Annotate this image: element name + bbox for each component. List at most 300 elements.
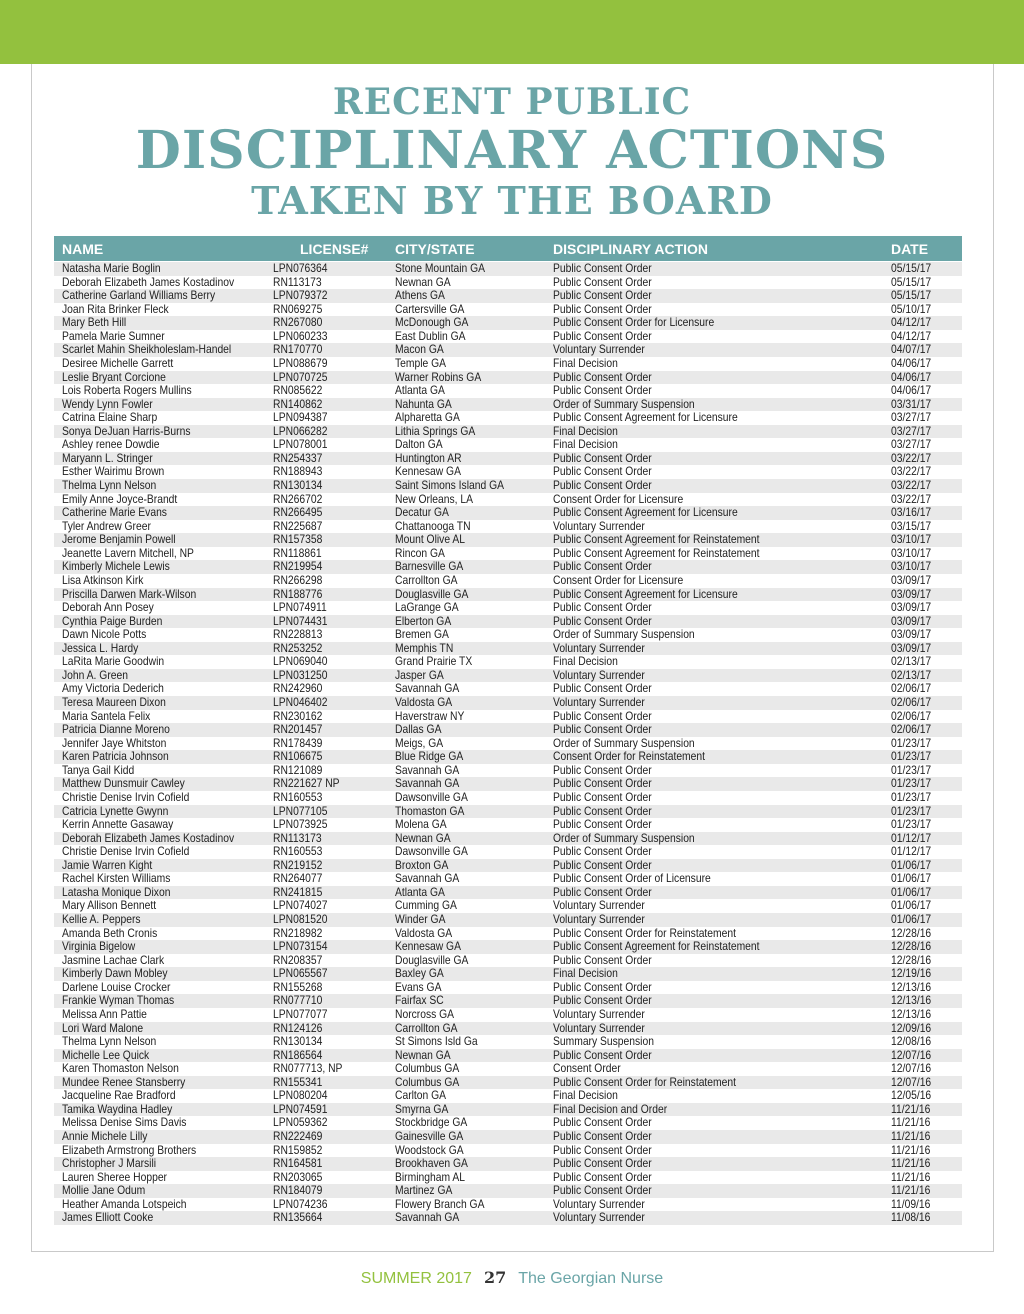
footer-season: SUMMER 2017 (360, 1270, 472, 1287)
table-row (54, 994, 962, 1008)
cell-city-state: Huntington AR (395, 450, 462, 465)
cell-name: Darlene Louise Crocker (62, 979, 171, 994)
cell-date: 03/22/17 (891, 491, 932, 506)
cell-name: Lori Ward Malone (62, 1020, 144, 1035)
cell-license: RN241815 (273, 884, 323, 899)
cell-date: 04/12/17 (891, 328, 932, 343)
cell-date: 03/27/17 (891, 410, 932, 425)
cell-date: 01/23/17 (891, 749, 932, 764)
table-row (54, 398, 962, 412)
cell-date: 04/07/17 (891, 342, 932, 357)
cell-disciplinary-action: Order of Summary Suspension (553, 396, 695, 411)
cell-city-state: Newnan GA (395, 830, 451, 845)
cell-city-state: Norcross GA (395, 1006, 455, 1021)
cell-name: Dawn Nicole Potts (62, 627, 147, 642)
cell-license: RN218982 (273, 925, 323, 940)
cell-license: LPN065567 (273, 966, 328, 981)
cell-name: Rachel Kirsten Williams (62, 871, 171, 886)
cell-disciplinary-action: Public Consent Order (553, 450, 652, 465)
cell-license: RN121089 (273, 762, 323, 777)
cell-name: Catrina Elaine Sharp (62, 410, 158, 425)
table-row (54, 560, 962, 574)
cell-license: LPN076364 (273, 261, 328, 275)
cell-disciplinary-action: Public Consent Order (553, 993, 652, 1008)
cell-city-state: Fairfax SC (395, 993, 444, 1008)
table-header (54, 236, 962, 261)
table-row (54, 927, 962, 941)
cell-name: Joan Rita Brinker Fleck (62, 301, 169, 316)
cell-city-state: Athens GA (395, 288, 445, 303)
cell-disciplinary-action: Voluntary Surrender (553, 695, 645, 709)
cell-license: LPN059362 (273, 1115, 328, 1130)
cell-name: LaRita Marie Goodwin (62, 654, 165, 669)
table-row (54, 791, 962, 805)
cell-disciplinary-action: Public Consent Order (553, 1156, 652, 1171)
cell-license: RN159852 (273, 1142, 323, 1157)
cell-date: 12/13/16 (891, 1006, 932, 1021)
cell-disciplinary-action: Public Consent Order (553, 478, 652, 492)
cell-date: 03/22/17 (891, 464, 932, 479)
cell-date: 03/27/17 (891, 423, 932, 438)
cell-license: RN266702 (273, 491, 323, 506)
cell-name: Amy Victoria Dederich (62, 681, 164, 696)
cell-date: 11/21/16 (891, 1142, 931, 1157)
cell-name: James Elliott Cooke (62, 1210, 154, 1225)
cell-license: RN186564 (273, 1047, 323, 1062)
table-row (54, 1171, 962, 1185)
cell-disciplinary-action: Order of Summary Suspension (553, 735, 695, 750)
cell-date: 03/15/17 (891, 518, 932, 533)
cell-license: RN266298 (273, 572, 323, 587)
cell-date: 03/09/17 (891, 640, 932, 655)
cell-date: 04/06/17 (891, 355, 932, 370)
table-row (54, 1022, 962, 1036)
cell-name: Jerome Benjamin Powell (62, 532, 176, 547)
cell-city-state: Dawsonville GA (395, 789, 468, 804)
cell-city-state: Bremen GA (395, 627, 449, 642)
cell-license: LPN066282 (273, 423, 328, 438)
heading-line-1: RECENT PUBLIC (332, 81, 692, 123)
cell-license: LPN046402 (273, 695, 328, 709)
cell-name: Christopher J Marsili (62, 1156, 157, 1171)
cell-name: Catricia Lynette Gwynn (62, 803, 169, 818)
cell-date: 03/10/17 (891, 532, 932, 547)
cell-city-state: Carrollton GA (395, 1020, 458, 1035)
cell-city-state: Winder GA (395, 912, 446, 926)
table-row (54, 588, 962, 602)
table-row (54, 1062, 962, 1076)
cell-disciplinary-action: Consent Order for Reinstatement (553, 749, 706, 764)
cell-city-state: Dalton GA (395, 437, 443, 452)
cell-name: Jasmine Lachae Clark (62, 952, 165, 967)
cell-name: Sonya DeJuan Harris-Burns (62, 423, 191, 438)
cell-date: 05/15/17 (891, 261, 932, 275)
table-row (54, 371, 962, 385)
cell-date: 12/07/16 (891, 1074, 932, 1089)
cell-name: Kellie A. Peppers (62, 912, 141, 926)
cell-name: Ashley renee Dowdie (62, 437, 160, 452)
cell-date: 12/28/16 (891, 952, 932, 967)
table-row (54, 493, 962, 507)
cell-disciplinary-action: Public Consent Order (553, 952, 652, 967)
cell-disciplinary-action: Voluntary Surrender (553, 1006, 645, 1021)
cell-city-state: Broxton GA (395, 857, 449, 872)
cell-date: 01/23/17 (891, 735, 932, 750)
cell-city-state: Stockbridge GA (395, 1115, 468, 1130)
cell-license: RN230162 (273, 708, 323, 723)
table-row (54, 547, 962, 561)
cell-date: 05/15/17 (891, 274, 932, 289)
cell-city-state: Barnesville GA (395, 559, 464, 574)
cell-date: 12/19/16 (891, 966, 932, 981)
cell-license: LPN069040 (273, 654, 328, 669)
cell-date: 03/22/17 (891, 450, 932, 465)
cell-city-state: Savannah GA (395, 681, 460, 696)
cell-name: Thelma Lynn Nelson (62, 478, 157, 492)
cell-date: 12/13/16 (891, 993, 932, 1008)
cell-disciplinary-action: Voluntary Surrender (553, 1196, 645, 1211)
cell-license: RN201457 (273, 722, 323, 737)
cell-name: Elizabeth Armstrong Brothers (62, 1142, 197, 1157)
cell-name: Mary Allison Bennett (62, 898, 157, 913)
cell-city-state: Atlanta GA (395, 884, 445, 899)
cell-disciplinary-action: Public Consent Order (553, 1183, 652, 1198)
cell-disciplinary-action: Public Consent Order (553, 1129, 652, 1143)
cell-date: 12/28/16 (891, 939, 932, 954)
table-row (54, 533, 962, 547)
header-disciplinary-action: DISCIPLINARY ACTION (553, 241, 709, 257)
table-row (54, 452, 962, 466)
table-row (54, 1089, 962, 1103)
cell-disciplinary-action: Public Consent Agreement for Reinstatement (553, 939, 760, 954)
cell-city-state: Dallas GA (395, 722, 442, 737)
cell-license: RN069275 (273, 301, 323, 316)
table-row (54, 343, 962, 357)
table-row (54, 750, 962, 764)
table-row (54, 859, 962, 873)
cell-date: 02/06/17 (891, 681, 932, 696)
cell-name: Wendy Lynn Fowler (62, 396, 153, 411)
cell-license: RN253252 (273, 640, 323, 655)
cell-city-state: Columbus GA (395, 1061, 460, 1076)
cell-name: Lauren Sheree Hopper (62, 1169, 168, 1184)
cell-disciplinary-action: Public Consent Order (553, 1115, 652, 1130)
cell-date: 02/13/17 (891, 654, 932, 669)
cell-license: LPN079372 (273, 288, 328, 303)
cell-license: LPN077105 (273, 803, 328, 818)
heading-line-2: DISCIPLINARY ACTIONS (135, 120, 889, 181)
cell-name: Heather Amanda Lotspeich (62, 1196, 187, 1211)
cell-disciplinary-action: Consent Order for Licensure (553, 572, 684, 587)
cell-disciplinary-action: Public Consent Order (553, 328, 652, 343)
cell-disciplinary-action: Public Consent Order (553, 274, 652, 289)
cell-disciplinary-action: Public Consent Order (553, 844, 652, 859)
cell-license: LPN073154 (273, 939, 328, 954)
cell-name: Deborah Elizabeth James Kostadinov (62, 274, 235, 289)
cell-date: 11/21/16 (891, 1156, 931, 1171)
cell-disciplinary-action: Final Decision (553, 654, 618, 669)
cell-city-state: Valdosta GA (395, 695, 453, 709)
cell-name: Tanya Gail Kidd (62, 762, 135, 777)
cell-license: RN266495 (273, 505, 323, 520)
cell-name: Jamie Warren Kight (62, 857, 153, 872)
cell-date: 12/13/16 (891, 979, 932, 994)
table-row (54, 628, 962, 642)
cell-date: 01/23/17 (891, 817, 932, 832)
cell-name: Karen Thomaston Nelson (62, 1061, 179, 1076)
header-city-state: CITY/STATE (395, 241, 475, 257)
cell-city-state: McDonough GA (395, 315, 469, 330)
cell-date: 11/21/16 (891, 1115, 931, 1130)
cell-date: 01/06/17 (891, 884, 932, 899)
cell-city-state: Douglasville GA (395, 952, 469, 967)
cell-license: RN228813 (273, 627, 323, 642)
cell-name: Melissa Ann Pattie (62, 1006, 147, 1021)
cell-name: Jeanette Lavern Mitchell, NP (62, 545, 194, 560)
cell-date: 01/23/17 (891, 789, 932, 804)
cell-date: 12/07/16 (891, 1061, 932, 1076)
cell-city-state: New Orleans, LA (395, 491, 474, 506)
cell-city-state: Kennesaw GA (395, 939, 461, 954)
cell-city-state: LaGrange GA (395, 600, 459, 615)
cell-license: LPN088679 (273, 355, 328, 370)
cell-city-state: Jasper GA (395, 667, 444, 682)
cell-city-state: Smyrna GA (395, 1101, 449, 1116)
cell-name: Christie Denise Irvin Cofield (62, 844, 190, 859)
table-row (54, 479, 962, 493)
cell-name: Jacqueline Rae Bradford (62, 1088, 176, 1103)
table-row (54, 899, 962, 913)
table-row (54, 737, 962, 751)
cell-date: 11/21/16 (891, 1101, 931, 1116)
cell-disciplinary-action: Public Consent Order (553, 559, 652, 574)
cell-license: LPN074911 (273, 600, 327, 615)
cell-license: RN085622 (273, 383, 323, 398)
cell-date: 03/16/17 (891, 505, 932, 520)
cell-license: RN118861 (273, 545, 322, 560)
cell-disciplinary-action: Public Consent Order (553, 708, 652, 723)
cell-license: RN130134 (273, 1034, 323, 1049)
cell-date: 12/07/16 (891, 1047, 932, 1062)
table-row (54, 832, 962, 846)
table-row (54, 384, 962, 398)
cell-disciplinary-action: Voluntary Surrender (553, 342, 645, 357)
cell-license: LPN094387 (273, 410, 328, 425)
cell-license: LPN070725 (273, 369, 328, 384)
cell-date: 03/09/17 (891, 627, 932, 642)
cell-date: 11/21/16 (891, 1169, 931, 1184)
top-color-bar (0, 0, 1024, 64)
cell-license: RN164581 (273, 1156, 323, 1171)
cell-city-state: Meigs, GA (395, 735, 444, 750)
cell-date: 02/06/17 (891, 695, 932, 709)
table-row (54, 1144, 962, 1158)
cell-name: Jennifer Jaye Whitston (62, 735, 167, 750)
cell-city-state: Savannah GA (395, 1210, 460, 1225)
cell-license: RN219954 (273, 559, 323, 574)
cell-disciplinary-action: Voluntary Surrender (553, 640, 645, 655)
table-row (54, 967, 962, 981)
cell-disciplinary-action: Public Consent Order for Reinstatement (553, 925, 736, 940)
cell-date: 11/21/16 (891, 1183, 931, 1198)
cell-disciplinary-action: Public Consent Order (553, 722, 652, 737)
table-row (54, 330, 962, 344)
table-row (54, 981, 962, 995)
cell-city-state: Chattanooga TN (395, 518, 471, 533)
cell-disciplinary-action: Public Consent Order (553, 369, 652, 384)
table-row (54, 805, 962, 819)
cell-name: Leslie Bryant Corcione (62, 369, 166, 384)
table-row (54, 818, 962, 832)
cell-disciplinary-action: Public Consent Agreement for Licensure (553, 410, 738, 425)
header-date: DATE (891, 241, 929, 257)
cell-license: RN130134 (273, 478, 323, 492)
cell-license: RN124126 (273, 1020, 323, 1035)
cell-license: RN219152 (273, 857, 323, 872)
cell-city-state: Cartersville GA (395, 301, 465, 316)
cell-disciplinary-action: Order of Summary Suspension (553, 627, 695, 642)
table-row (54, 777, 962, 791)
cell-disciplinary-action: Public Consent Order of Licensure (553, 871, 711, 886)
cell-name: Latasha Monique Dixon (62, 884, 171, 899)
cell-disciplinary-action: Voluntary Surrender (553, 1020, 645, 1035)
cell-license: RN242960 (273, 681, 323, 696)
cell-city-state: Dawsonville GA (395, 844, 468, 859)
cell-disciplinary-action: Public Consent Order (553, 681, 652, 696)
cell-date: 12/09/16 (891, 1020, 932, 1035)
cell-city-state: Elberton GA (395, 613, 452, 628)
cell-date: 03/22/17 (891, 478, 932, 492)
cell-license: LPN073925 (273, 817, 328, 832)
cell-disciplinary-action: Consent Order for Licensure (553, 491, 684, 506)
cell-disciplinary-action: Public Consent Order (553, 383, 652, 398)
cell-license: RN077710 (273, 993, 323, 1008)
cell-disciplinary-action: Public Consent Order (553, 803, 652, 818)
cell-license: RN222469 (273, 1129, 323, 1143)
cell-name: Virginia Bigelow (62, 939, 136, 954)
cell-license: LPN077077 (273, 1006, 328, 1021)
cell-name: Mundee Renee Stansberry (62, 1074, 186, 1089)
table-row (54, 710, 962, 724)
cell-name: Mary Beth Hill (62, 315, 127, 330)
cell-name: Mollie Jane Odum (62, 1183, 146, 1198)
cell-license: RN184079 (273, 1183, 323, 1198)
cell-date: 12/05/16 (891, 1088, 932, 1103)
table-row (54, 438, 962, 452)
cell-city-state: Savannah GA (395, 871, 460, 886)
cell-name: Kerrin Annette Gasaway (62, 817, 174, 832)
table-row (54, 655, 962, 669)
cell-date: 11/09/16 (891, 1196, 931, 1211)
cell-name: Annie Michele Lilly (62, 1129, 148, 1143)
table-row (54, 411, 962, 425)
table-row (54, 642, 962, 656)
cell-name: Amanda Beth Cronis (62, 925, 158, 940)
cell-license: RN160553 (273, 789, 323, 804)
cell-disciplinary-action: Public Consent Order (553, 789, 652, 804)
cell-license: RN188776 (273, 586, 323, 601)
cell-city-state: Woodstock GA (395, 1142, 464, 1157)
cell-disciplinary-action: Public Consent Order (553, 979, 652, 994)
cell-city-state: Lithia Springs GA (395, 423, 476, 438)
page-footer (0, 1268, 1024, 1288)
cell-license: RN113173 (273, 274, 322, 289)
table-row (54, 913, 962, 927)
cell-disciplinary-action: Public Consent Order (553, 776, 652, 791)
cell-name: Priscilla Darwen Mark-Wilson (62, 586, 197, 601)
cell-city-state: Martinez GA (395, 1183, 453, 1198)
cell-name: Emily Anne Joyce-Brandt (62, 491, 178, 506)
cell-date: 03/31/17 (891, 396, 932, 411)
cell-date: 05/15/17 (891, 288, 932, 303)
cell-name: Kimberly Dawn Mobley (62, 966, 168, 981)
table-row (54, 696, 962, 710)
cell-name: Michelle Lee Quick (62, 1047, 150, 1062)
cell-name: Maria Santela Felix (62, 708, 151, 723)
cell-license: LPN074236 (273, 1196, 328, 1211)
cell-city-state: Haverstraw NY (395, 708, 465, 723)
cell-name: Lisa Atkinson Kirk (62, 572, 144, 587)
cell-license: LPN060233 (273, 328, 328, 343)
cell-disciplinary-action: Public Consent Order (553, 613, 652, 628)
table-row (54, 1049, 962, 1063)
cell-disciplinary-action: Public Consent Agreement for Licensure (553, 586, 738, 601)
cell-name: Tyler Andrew Greer (62, 518, 151, 533)
cell-city-state: Thomaston GA (395, 803, 465, 818)
cell-city-state: Columbus GA (395, 1074, 460, 1089)
cell-disciplinary-action: Final Decision (553, 966, 618, 981)
cell-license: RN113173 (273, 830, 322, 845)
cell-disciplinary-action: Public Consent Agreement for Reinstatement (553, 532, 760, 547)
cell-disciplinary-action: Public Consent Agreement for Licensure (553, 505, 738, 520)
cell-license: RN221627 NP (273, 776, 340, 791)
cell-disciplinary-action: Public Consent Agreement for Reinstatement (553, 545, 760, 560)
cell-license: RN267080 (273, 315, 323, 330)
cell-disciplinary-action: Voluntary Surrender (553, 518, 645, 533)
table-row (54, 1198, 962, 1212)
table-row (54, 276, 962, 290)
cell-license: RN225687 (273, 518, 323, 533)
cell-disciplinary-action: Final Decision (553, 355, 618, 370)
cell-name: Scarlet Mahin Sheikholeslam-Handel (62, 342, 232, 357)
cell-license: RN157358 (273, 532, 323, 547)
table-row (54, 1130, 962, 1144)
cell-city-state: Brookhaven GA (395, 1156, 468, 1171)
cell-city-state: Savannah GA (395, 762, 460, 777)
footer-publication: The Georgian Nurse (518, 1270, 664, 1287)
table-row (54, 1103, 962, 1117)
cell-date: 03/27/17 (891, 437, 932, 452)
cell-license: RN155341 (273, 1074, 323, 1089)
cell-name: Catherine Garland Williams Berry (62, 288, 216, 303)
table-row (54, 764, 962, 778)
cell-city-state: Cumming GA (395, 898, 457, 913)
cell-name: Matthew Dunsmuir Cawley (62, 776, 185, 791)
table-row (54, 1076, 962, 1090)
cell-name: Desiree Michelle Garrett (62, 355, 174, 370)
cell-city-state: Birmingham AL (395, 1169, 465, 1184)
table-row (54, 669, 962, 683)
table-row (54, 1157, 962, 1171)
cell-date: 11/21/16 (891, 1129, 931, 1143)
cell-city-state: Kennesaw GA (395, 464, 461, 479)
cell-disciplinary-action: Voluntary Surrender (553, 667, 645, 682)
table-row (54, 601, 962, 615)
cell-name: John A. Green (62, 667, 128, 682)
cell-city-state: Blue Ridge GA (395, 749, 464, 764)
cell-name: Natasha Marie Boglin (62, 261, 161, 275)
cell-disciplinary-action: Final Decision and Order (553, 1101, 668, 1116)
